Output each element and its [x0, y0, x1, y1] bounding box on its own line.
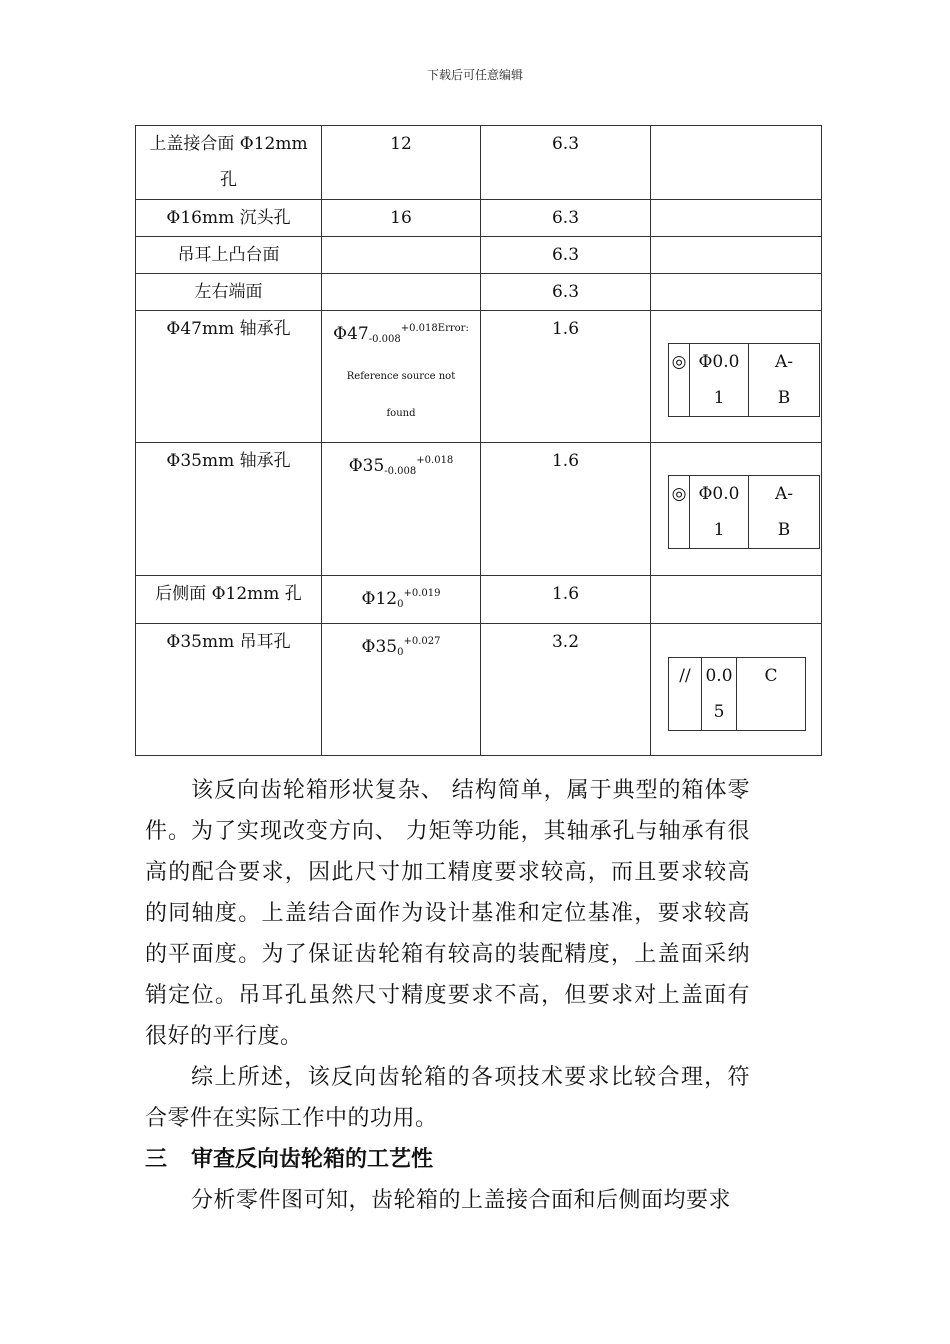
size-base: Φ35: [361, 637, 398, 657]
cell-tolerance: [651, 237, 822, 274]
cell-name: Φ16mm 沉头孔: [136, 200, 322, 237]
body-paragraph: 分析零件图可知，齿轮箱的上盖接合面和后侧面均要求: [191, 1188, 732, 1213]
cell-size: 16: [322, 200, 481, 237]
coaxiality-symbol: ◎: [669, 476, 690, 549]
size-base: Φ47: [333, 324, 369, 344]
cell-size: 12: [322, 126, 481, 200]
cell-name: 上盖接合面 Φ12mm 孔: [136, 126, 322, 200]
table-row: [136, 576, 822, 624]
coaxiality-symbol: ◎: [669, 344, 690, 417]
cell-size: [322, 274, 481, 311]
cell-size: [322, 311, 481, 443]
cell-tolerance: [651, 624, 822, 756]
table-row: [136, 200, 822, 237]
tolerance-value: Φ0.0 1: [690, 344, 749, 417]
cell-tolerance: [651, 311, 822, 443]
cell-name: 左右端面: [136, 274, 322, 311]
size-upper: +0.027: [403, 636, 441, 647]
section-title: 审查反向齿轮箱的工艺性: [191, 1146, 434, 1172]
size-note: Reference source not: [346, 371, 456, 382]
cell-name: Φ35mm 吊耳孔: [136, 624, 322, 756]
cell-tolerance: [651, 126, 822, 200]
cell-size: [322, 576, 481, 624]
spec-table: [135, 125, 822, 756]
cell-name: Φ35mm 轴承孔: [136, 443, 322, 576]
tolerance-value: 0.0 5: [702, 658, 737, 731]
tolerance-value: Φ0.0 1: [690, 476, 749, 549]
table-row: [136, 311, 822, 443]
table-row: [136, 126, 822, 200]
parallelism-symbol: //: [669, 658, 702, 731]
cell-tolerance: [651, 443, 822, 576]
size-error: Error:: [437, 323, 469, 334]
body-paragraph: 综上所述，该反向齿轮箱的各项技术要求比较合理，符合零件在实际工作中的功用。: [145, 1065, 750, 1131]
size-lower: 0: [397, 599, 404, 610]
size-note: found: [386, 408, 416, 419]
cell-roughness: 1.6: [481, 311, 651, 443]
tolerance-datum: A- B: [749, 476, 820, 549]
tolerance-frame: [668, 657, 806, 731]
table-row: [136, 274, 822, 311]
cell-roughness: 3.2: [481, 624, 651, 756]
size-lower: -0.008: [384, 466, 417, 477]
page-header: 下载后可任意编辑: [426, 68, 523, 82]
section-heading: [145, 1142, 433, 1173]
cell-size: [322, 624, 481, 756]
table-row: [136, 237, 822, 274]
cell-name: Φ47mm 轴承孔: [136, 311, 322, 443]
size-base: Φ35: [348, 456, 385, 476]
body-paragraph: 该反向齿轮箱形状复杂、 结构简单，属于典型的箱体零件。为了实现改变方向、 力矩等功能，其轴承孔与轴承有很高的配合要求，因此尺寸加工精度要求较高，而且要求较高的同轴度。上盖结合面作为设计基准和定位基准，要求较高的平面度。为了保证齿轮箱有较高的装配精度，上盖面采纳销定位。吊耳孔虽然尺寸精度要求不高，但要求对上盖面有很好的平行度。: [145, 778, 750, 1049]
cell-name: 后侧面 Φ12mm 孔: [136, 576, 322, 624]
cell-roughness: 6.3: [481, 126, 651, 200]
table-row: [136, 443, 822, 576]
size-base: Φ12: [361, 589, 398, 609]
size-upper: +0.018: [416, 455, 454, 466]
tolerance-frame: [668, 343, 820, 417]
size-lower: 0: [397, 647, 404, 658]
cell-roughness: 1.6: [481, 576, 651, 624]
size-lower: -0.008: [368, 334, 401, 345]
cell-size: [322, 237, 481, 274]
table-row: [136, 624, 822, 756]
cell-roughness: 6.3: [481, 274, 651, 311]
cell-roughness: 1.6: [481, 443, 651, 576]
size-upper: +0.019: [403, 588, 441, 599]
tolerance-datum: C: [737, 658, 806, 731]
section-number: 三: [145, 1146, 168, 1172]
cell-tolerance: [651, 274, 822, 311]
cell-tolerance: [651, 200, 822, 237]
cell-roughness: 6.3: [481, 200, 651, 237]
cell-size: [322, 443, 481, 576]
cell-name: 吊耳上凸台面: [136, 237, 322, 274]
size-upper: +0.018: [400, 323, 438, 334]
cell-tolerance: [651, 576, 822, 624]
tolerance-datum: A- B: [749, 344, 820, 417]
tolerance-frame: [668, 475, 820, 549]
cell-roughness: 6.3: [481, 237, 651, 274]
